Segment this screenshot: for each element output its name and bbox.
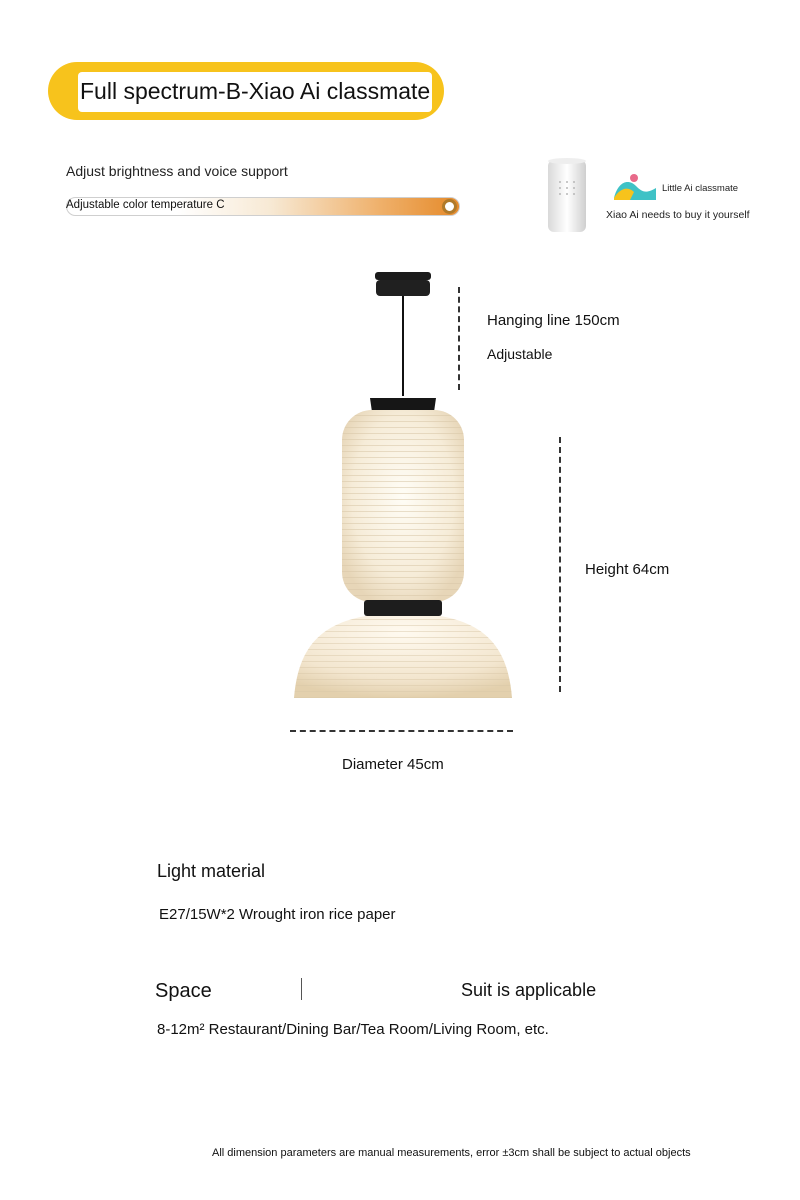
hanging-line-dimension	[458, 287, 460, 390]
color-temperature-label: Adjustable color temperature C	[66, 199, 225, 211]
pendant-lamp-illustration	[280, 260, 540, 720]
material-value: E27/15W*2 Wrought iron rice paper	[159, 906, 396, 923]
height-dimension	[559, 437, 561, 692]
diameter-dimension	[290, 730, 513, 732]
banner-title: Full spectrum-B-Xiao Ai classmate	[80, 78, 431, 104]
hanging-line-label: Hanging line 150cm	[487, 312, 620, 329]
material-title: Light material	[157, 861, 266, 881]
space-title: Space	[155, 980, 212, 1002]
smart-speaker-icon	[546, 156, 588, 234]
height-label: Height 64cm	[585, 561, 670, 578]
slider-knob-icon	[442, 199, 457, 214]
space-value: 8-12m² Restaurant/Dining Bar/Tea Room/Living Room, etc.	[157, 1021, 549, 1038]
applicable-title: Suit is applicable	[461, 980, 597, 1000]
diameter-label: Diameter 45cm	[342, 756, 444, 773]
xiaoai-logo-icon	[612, 172, 658, 204]
space-divider	[301, 978, 302, 1000]
xiaoai-note: Xiao Ai needs to buy it yourself	[606, 209, 750, 221]
adjustable-label: Adjustable	[487, 346, 553, 362]
measurement-footnote: All dimension parameters are manual measurements, error ±3cm shall be subject to actual objects	[212, 1147, 691, 1159]
xiaoai-logo-label: Little Ai classmate	[662, 183, 739, 194]
brightness-voice-text: Adjust brightness and voice support	[66, 163, 288, 179]
